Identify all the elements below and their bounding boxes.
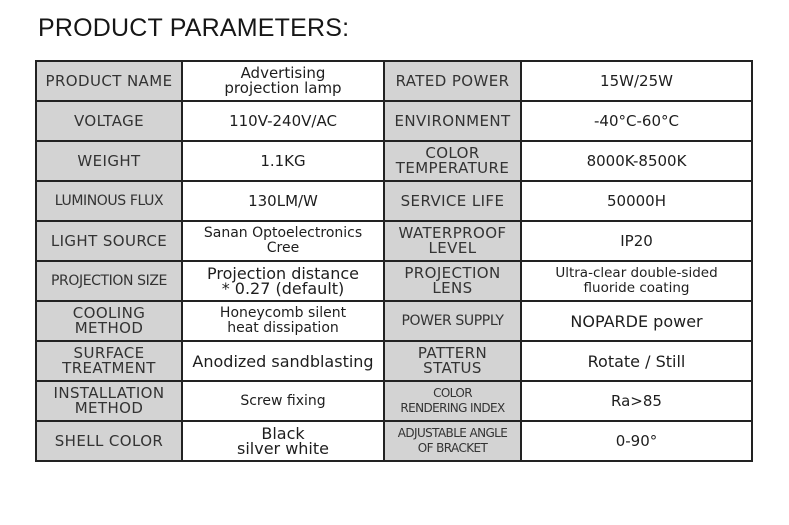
table-row	[35, 260, 753, 300]
param-label: POWER SUPPLY	[383, 300, 520, 340]
param-label: PATTERN STATUS	[383, 340, 520, 380]
table-row	[35, 220, 753, 260]
param-label: ENVIRONMENT	[383, 100, 520, 140]
table-row	[35, 100, 753, 140]
param-value: Anodized sandblasting	[181, 340, 383, 380]
param-label: ADJUSTABLE ANGLE OF BRACKET	[383, 420, 520, 462]
param-label: LUMINOUS FLUX	[35, 180, 181, 220]
param-value: 15W/25W	[520, 60, 753, 100]
table-row	[35, 380, 753, 420]
table-row	[35, 140, 753, 180]
param-label: COLOR TEMPERATURE	[383, 140, 520, 180]
param-label: INSTALLATION METHOD	[35, 380, 181, 420]
param-label: SHELL COLOR	[35, 420, 181, 462]
product-parameters-table	[35, 60, 753, 462]
param-label: PRODUCT NAME	[35, 60, 181, 100]
param-label: WATERPROOF LEVEL	[383, 220, 520, 260]
param-label: SURFACE TREATMENT	[35, 340, 181, 380]
param-value: Rotate / Still	[520, 340, 753, 380]
table-row	[35, 180, 753, 220]
param-label: COLOR RENDERING INDEX	[383, 380, 520, 420]
param-value: Honeycomb silent heat dissipation	[181, 300, 383, 340]
param-value: 0-90°	[520, 420, 753, 462]
table-row	[35, 60, 753, 100]
param-label: WEIGHT	[35, 140, 181, 180]
table-row	[35, 300, 753, 340]
table-row	[35, 340, 753, 380]
param-label: COOLING METHOD	[35, 300, 181, 340]
param-label: VOLTAGE	[35, 100, 181, 140]
param-value: Screw fixing	[181, 380, 383, 420]
param-value: 110V-240V/AC	[181, 100, 383, 140]
param-value: 1.1KG	[181, 140, 383, 180]
param-value: NOPARDE power	[520, 300, 753, 340]
param-label: RATED POWER	[383, 60, 520, 100]
param-value: Advertising projection lamp	[181, 60, 383, 100]
param-label: SERVICE LIFE	[383, 180, 520, 220]
param-value: 50000H	[520, 180, 753, 220]
param-value: Sanan Optoelectronics Cree	[181, 220, 383, 260]
param-value: Ultra-clear double-sided fluoride coating	[520, 260, 753, 300]
param-value: Black silver white	[181, 420, 383, 462]
param-value: -40°C-60°C	[520, 100, 753, 140]
param-value: Projection distance * 0.27 (default)	[181, 260, 383, 300]
param-label: LIGHT SOURCE	[35, 220, 181, 260]
param-value: Ra>85	[520, 380, 753, 420]
param-value: 130LM/W	[181, 180, 383, 220]
param-value: 8000K-8500K	[520, 140, 753, 180]
param-value: IP20	[520, 220, 753, 260]
param-label: PROJECTION LENS	[383, 260, 520, 300]
page-title: PRODUCT PARAMETERS:	[38, 14, 350, 42]
table-row	[35, 420, 753, 462]
param-label: PROJECTION SIZE	[35, 260, 181, 300]
